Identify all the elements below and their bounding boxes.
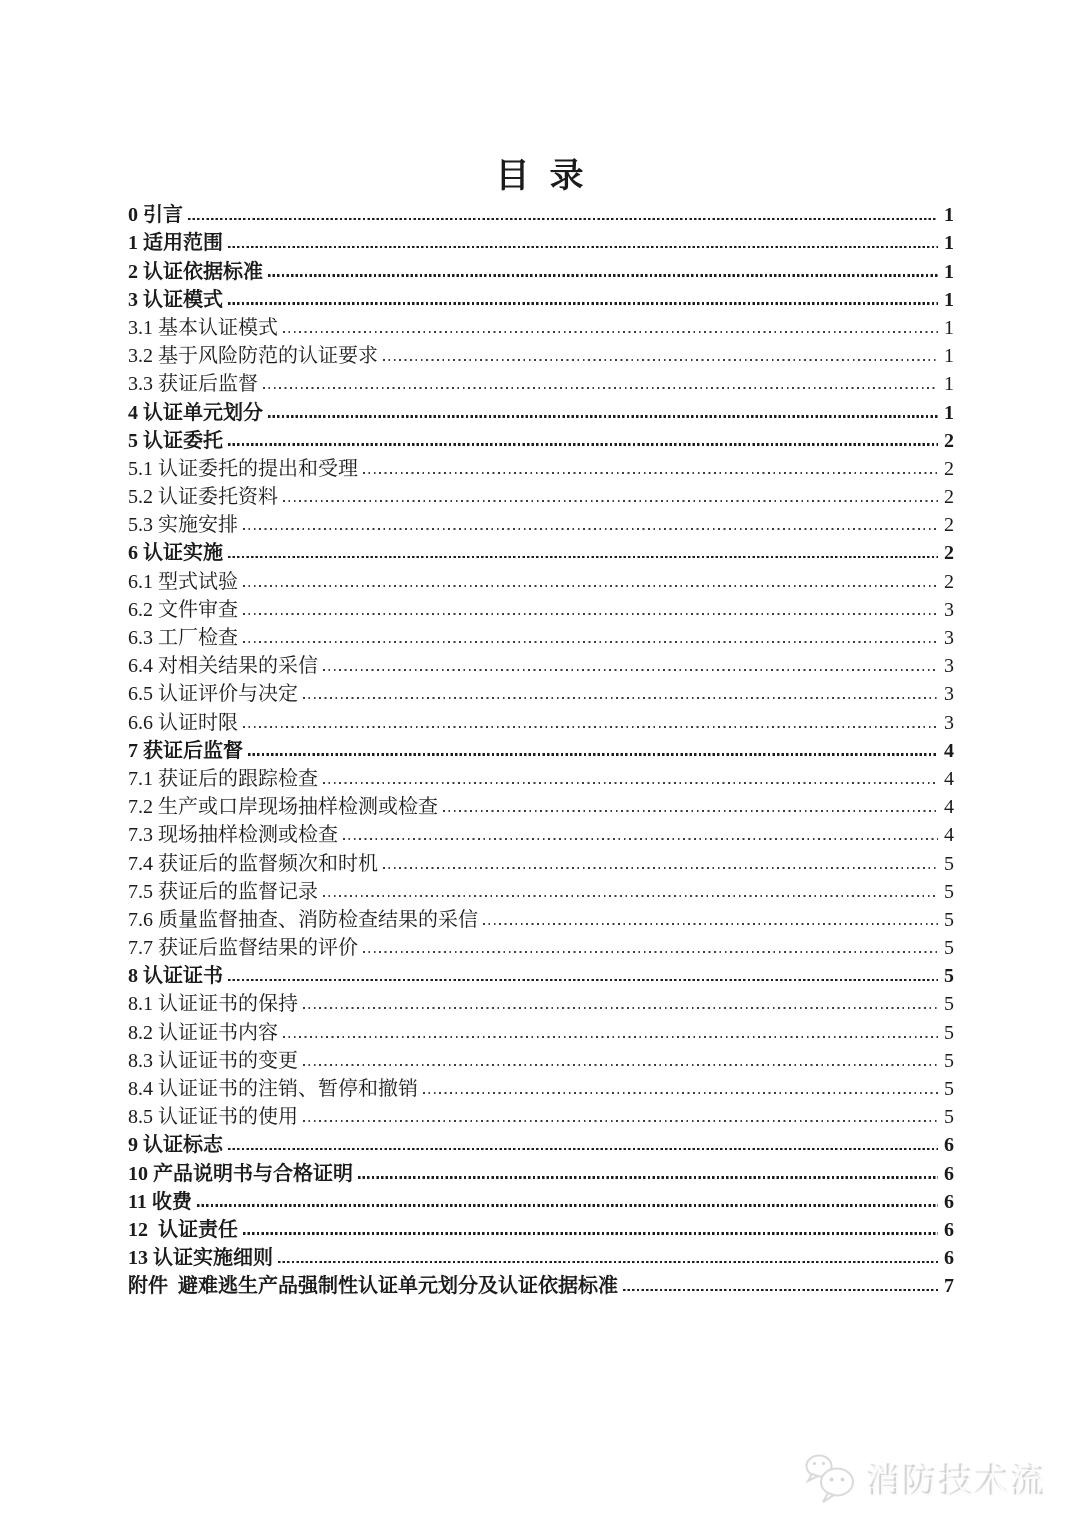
toc-entry-page: 1	[944, 373, 954, 396]
toc-entry-label: 3 认证模式	[128, 288, 223, 311]
toc-entry-label: 4 认证单元划分	[128, 401, 263, 424]
toc-entry	[128, 1188, 954, 1216]
toc-entry	[128, 427, 954, 455]
toc-entry-label: 0 引言	[128, 204, 183, 227]
dot-leader	[363, 951, 938, 953]
toc-entry-page: 6	[944, 1134, 954, 1157]
toc-entry-label: 3.3 获证后监督	[128, 373, 258, 396]
toc-entry	[128, 1216, 954, 1244]
toc-entry	[128, 990, 954, 1018]
toc-entry	[128, 849, 954, 877]
dot-leader	[243, 528, 938, 530]
toc-entry-label: 8 认证证书	[128, 965, 223, 988]
dot-leader	[243, 585, 938, 587]
toc-entry	[128, 1103, 954, 1131]
toc-entry-label: 8.2 认证证书内容	[128, 1021, 278, 1044]
toc-entry-label: 7.7 获证后监督结果的评价	[128, 937, 358, 960]
toc-entry-label: 13 认证实施细则	[128, 1247, 273, 1270]
toc-entry-page: 4	[944, 824, 954, 847]
toc-entry-page: 5	[944, 937, 954, 960]
toc-entry	[128, 878, 954, 906]
dot-leader	[323, 895, 938, 897]
dot-leader	[228, 443, 938, 446]
dot-leader	[228, 979, 938, 982]
dot-leader	[358, 1176, 938, 1179]
toc-entry	[128, 821, 954, 849]
dot-leader	[303, 697, 938, 699]
toc-entry	[128, 1047, 954, 1075]
toc-entry-label: 9 认证标志	[128, 1134, 223, 1157]
dot-leader	[283, 500, 938, 502]
dot-leader	[303, 1064, 938, 1066]
toc-entry	[128, 765, 954, 793]
watermark-text: 消防技术流	[868, 1463, 1048, 1502]
dot-leader	[243, 1232, 938, 1235]
dot-leader	[303, 1120, 938, 1122]
toc-entry-label: 8.1 认证证书的保持	[128, 993, 298, 1016]
dot-leader	[323, 669, 938, 671]
toc-entry	[128, 1159, 954, 1187]
toc-entry-label: 6 认证实施	[128, 542, 223, 565]
dot-leader	[443, 810, 938, 812]
dot-leader	[248, 753, 938, 756]
toc-entry	[128, 624, 954, 652]
toc-entry-page: 6	[944, 1190, 954, 1213]
toc-entry-page: 5	[944, 880, 954, 903]
toc-entry-page: 6	[944, 1218, 954, 1241]
toc-entry-label: 1 适用范围	[128, 232, 223, 255]
toc-entry-page: 1	[944, 345, 954, 368]
toc-entry-page: 1	[944, 204, 954, 227]
toc-entry-page: 2	[944, 486, 954, 509]
toc-entry-page: 5	[944, 1049, 954, 1072]
toc-entry-page: 1	[944, 401, 954, 424]
toc-entry-page: 5	[944, 965, 954, 988]
dot-leader	[323, 782, 938, 784]
toc-entry	[128, 370, 954, 398]
toc-entry	[128, 314, 954, 342]
dot-leader	[383, 867, 938, 869]
toc-entry-label: 8.4 认证证书的注销、暂停和撤销	[128, 1078, 418, 1100]
toc-entry-page: 2	[944, 514, 954, 537]
toc-entry-label: 6.6 认证时限	[128, 711, 238, 734]
dot-leader	[363, 472, 938, 474]
toc-entry-page: 7	[944, 1275, 954, 1298]
toc-entry-label: 8.3 认证证书的变更	[128, 1049, 298, 1072]
dot-leader	[268, 415, 938, 418]
toc-entry-label: 7.5 获证后的监督记录	[128, 880, 318, 903]
toc-entry-label: 7 获证后监督	[128, 739, 243, 762]
toc-entry-label: 7.6 质量监督抽查、消防检查结果的采信	[128, 908, 478, 931]
dot-leader	[197, 1204, 938, 1207]
dot-leader	[423, 1092, 938, 1094]
toc-entry	[128, 737, 954, 765]
toc-entry-page: 5	[944, 1078, 954, 1100]
toc-entry	[128, 680, 954, 708]
toc-entry	[128, 962, 954, 990]
toc-entry-label: 3.2 基于风险防范的认证要求	[128, 345, 378, 368]
dot-leader	[263, 387, 938, 389]
toc-entry-page: 2	[944, 570, 954, 593]
toc-entry	[128, 652, 954, 680]
toc-entry	[128, 567, 954, 595]
toc-entry-page: 5	[944, 852, 954, 875]
dot-leader	[623, 1289, 938, 1292]
dot-leader	[243, 613, 938, 615]
toc-entry-page: 1	[944, 232, 954, 255]
dot-leader	[483, 923, 938, 925]
toc-entry-label: 5.2 认证委托资料	[128, 486, 278, 509]
dot-leader	[228, 302, 938, 305]
toc-entry-page: 5	[944, 1106, 954, 1129]
dot-leader	[228, 1148, 938, 1151]
dot-leader	[283, 331, 938, 333]
toc-entry-label: 11 收费	[128, 1190, 192, 1213]
toc-entry-page: 3	[944, 683, 954, 706]
toc-entry	[128, 934, 954, 962]
toc-entry-label: 6.1 型式试验	[128, 570, 238, 593]
toc-entry	[128, 539, 954, 567]
toc-entry-page: 6	[944, 1247, 954, 1270]
toc-entry	[128, 906, 954, 934]
wechat-icon	[804, 1453, 860, 1505]
toc-entry	[128, 1272, 954, 1300]
toc-entry	[128, 596, 954, 624]
toc-entry-label: 5 认证委托	[128, 429, 223, 452]
page-title: 目 录	[495, 158, 585, 195]
toc-entry-label: 5.1 认证委托的提出和受理	[128, 457, 358, 480]
toc-entry-label: 10 产品说明书与合格证明	[128, 1162, 353, 1185]
toc-entry	[128, 708, 954, 736]
toc-entry-label: 7.4 获证后的监督频次和时机	[128, 852, 378, 875]
toc-entry-label: 附件 避难逃生产品强制性认证单元划分及认证依据标准	[128, 1275, 618, 1298]
toc-entry	[128, 1244, 954, 1272]
toc-entry-page: 5	[944, 1021, 954, 1044]
toc-entry	[128, 342, 954, 370]
table-of-contents	[128, 201, 954, 1300]
dot-leader	[243, 641, 938, 643]
toc-entry	[128, 483, 954, 511]
toc-entry	[128, 455, 954, 483]
toc-entry-page: 3	[944, 711, 954, 734]
toc-entry-label: 5.3 实施安排	[128, 514, 238, 537]
toc-entry-page: 5	[944, 993, 954, 1016]
toc-entry	[128, 229, 954, 257]
toc-entry-label: 7.2 生产或口岸现场抽样检测或检查	[128, 796, 438, 819]
dot-leader	[278, 1261, 938, 1264]
toc-entry	[128, 511, 954, 539]
toc-entry-page: 5	[944, 908, 954, 931]
toc-entry-page: 3	[944, 655, 954, 678]
toc-entry-page: 1	[944, 288, 954, 311]
dot-leader	[188, 218, 938, 221]
toc-entry-page: 3	[944, 627, 954, 649]
toc-entry-label: 12 认证责任	[128, 1218, 238, 1241]
toc-entry	[128, 257, 954, 285]
toc-entry-label: 7.3 现场抽样检测或检查	[128, 824, 338, 847]
toc-entry-label: 7.1 获证后的跟踪检查	[128, 767, 318, 790]
toc-entry-page: 1	[944, 316, 954, 339]
toc-entry-label: 6.2 文件审查	[128, 598, 238, 621]
toc-entry-page: 2	[944, 429, 954, 452]
dot-leader	[343, 838, 938, 840]
toc-entry-label: 6.4 对相关结果的采信	[128, 655, 318, 678]
toc-entry	[128, 286, 954, 314]
dot-leader	[383, 359, 938, 361]
toc-entry-label: 3.1 基本认证模式	[128, 316, 278, 339]
toc-entry	[128, 398, 954, 426]
dot-leader	[228, 556, 938, 559]
toc-entry-page: 2	[944, 542, 954, 565]
toc-entry	[128, 1018, 954, 1046]
toc-entry-page: 3	[944, 598, 954, 621]
toc-entry-page: 1	[944, 260, 954, 283]
toc-entry-label: 8.5 认证证书的使用	[128, 1106, 298, 1129]
toc-entry-page: 4	[944, 767, 954, 790]
dot-leader	[268, 274, 938, 277]
toc-entry-page: 4	[944, 796, 954, 819]
toc-entry	[128, 793, 954, 821]
toc-entry	[128, 201, 954, 229]
toc-entry-label: 6.3 工厂检查	[128, 627, 238, 649]
toc-entry-label: 2 认证依据标准	[128, 260, 263, 283]
toc-entry-label: 6.5 认证评价与决定	[128, 683, 298, 706]
toc-entry-page: 4	[944, 739, 954, 762]
toc-entry	[128, 1075, 954, 1103]
watermark	[804, 1453, 1048, 1505]
toc-entry-page: 2	[944, 457, 954, 480]
dot-leader	[243, 726, 938, 728]
dot-leader	[283, 1036, 938, 1038]
dot-leader	[228, 246, 938, 249]
dot-leader	[303, 1007, 938, 1009]
toc-entry-page: 6	[944, 1162, 954, 1185]
toc-entry	[128, 1131, 954, 1159]
